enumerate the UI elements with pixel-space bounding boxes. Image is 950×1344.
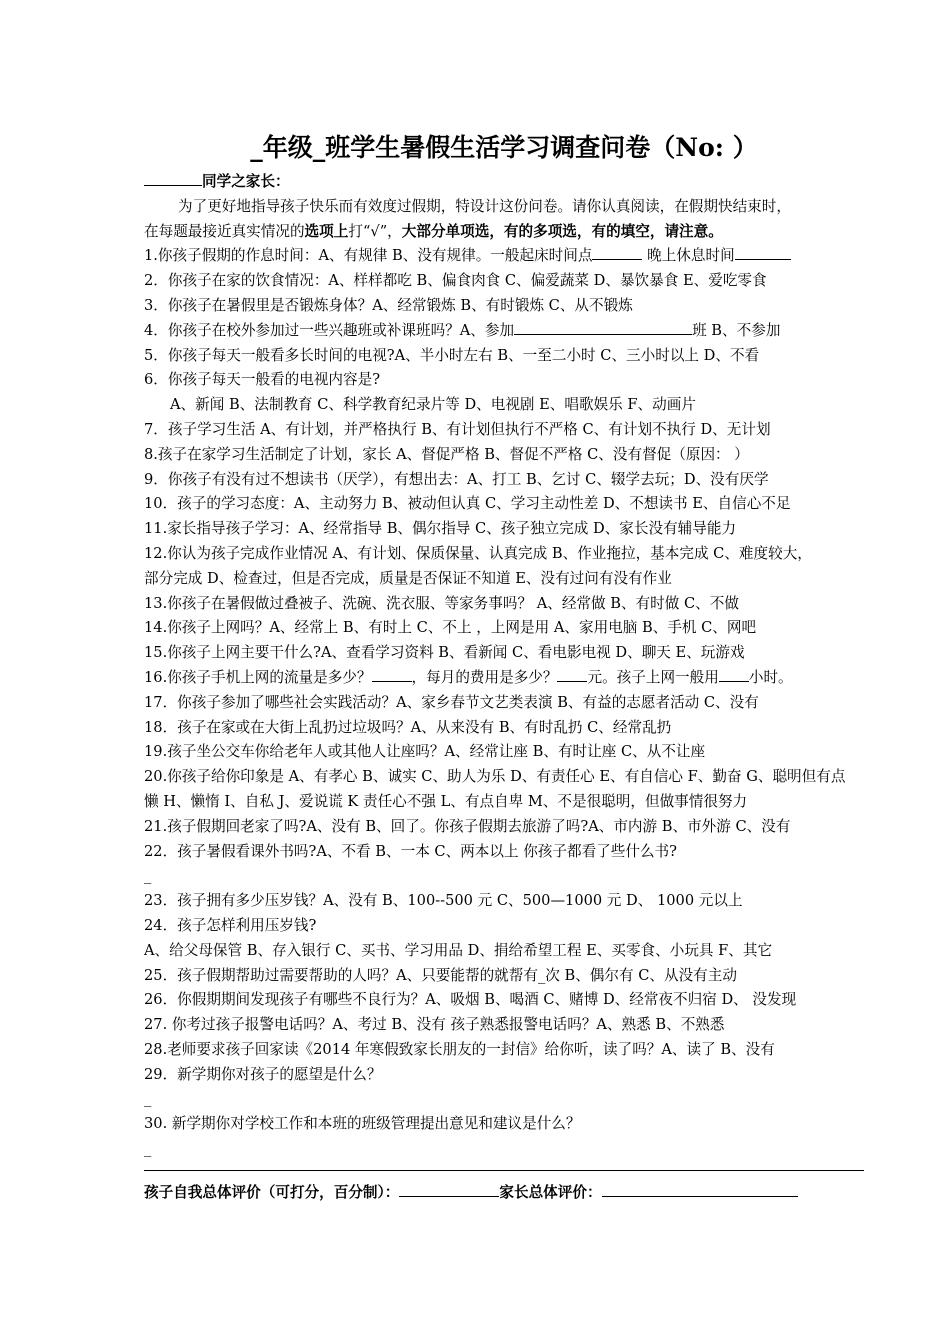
name-blank[interactable] bbox=[144, 170, 202, 186]
question-27: 27. 你考过孩子报警电话吗？A、考过 B、没有 孩子熟悉报警电话吗？A、熟悉 B、不熟悉 bbox=[144, 1016, 725, 1034]
question-30: 30. 新学期你对学校工作和本班的班级管理提出意见和建议是什么？ bbox=[144, 1115, 581, 1133]
question-26: 26．你假期期间发现孩子有哪些不良行为？A、吸烟 B、喝酒 C、赌博 D、经常夜不归宿 D、 没发现 bbox=[144, 991, 797, 1009]
question-25: 25．孩子假期帮助过需要帮助的人吗？A、只要能帮的就帮有_次 B、偶尔有 C、从没有主动 bbox=[144, 966, 737, 984]
parent-eval-label: 家长总体评价： bbox=[499, 1183, 602, 1201]
self-eval-blank[interactable] bbox=[399, 1181, 499, 1197]
question-24-options: A、给父母保管 B、存入银行 C、买书、学习用品 D、捐给希望工程 E、买零食、小玩具 F、其它 bbox=[144, 941, 773, 959]
question-30-answer[interactable]: _ bbox=[144, 1140, 152, 1158]
intro-line-2: 在每题最接近真实情况的选项上打“√”，大部分单项选，有的多项选，有的填空，请注意。 bbox=[144, 222, 723, 240]
footer-divider bbox=[144, 1170, 864, 1171]
class-blank[interactable] bbox=[514, 319, 692, 335]
question-20: 20.你孩子给你印象是 A、有孝心 B、诚实 C、助人为乐 D、有责任心 E、有自信心 F、勤奋 G、聪明但有点 bbox=[144, 768, 846, 786]
question-17: 17．你孩子参加了哪些社会实践活动？A、家乡春节文艺类表演 B、有益的志愿者活动 C、没有 bbox=[144, 693, 759, 711]
question-12: 12.你认为孩子完成作业情况 A、有计划、保质保量、认真完成 B、作业拖拉，基本完成 C、难度较大， bbox=[144, 544, 812, 562]
question-9: 9．你孩子有没有过不想读书（厌学），有想出去：A、打工 B、乞讨 C、辍学去玩；D、没有厌学 bbox=[144, 470, 769, 488]
question-29: 29．新学期你对孩子的愿望是什么？ bbox=[144, 1065, 382, 1083]
self-eval-label: 孩子自我总体评价（可打分，百分制）： bbox=[144, 1183, 400, 1201]
question-12-cont: 部分完成 D、检查过，但是否完成，质量是否保证不知道 E、没有过问有没有作业 bbox=[144, 569, 672, 587]
parent-eval-blank[interactable] bbox=[602, 1181, 798, 1197]
question-6: 6．你孩子每天一般看的电视内容是? bbox=[144, 371, 381, 389]
question-23: 23．孩子拥有多少压岁钱？A、没有 B、100--500 元 C、500—1000 元 D、 1000 元以上 bbox=[144, 892, 743, 910]
question-29-answer[interactable]: _ bbox=[144, 1090, 152, 1108]
question-28: 28.老师要求孩子回家读《2014 年寒假致家长朋友的一封信》给你听，读了吗？A、读了 B、没有 bbox=[144, 1040, 775, 1058]
question-22: 22．孩子暑假看课外书吗?A、不看 B、一本 C、两本以上 你孩子都看了些什么书? bbox=[144, 842, 677, 860]
question-5: 5．你孩子每天一般看多长时间的电视?A、半小时左右 B、一至二小时 C、三小时以上 D、不看 bbox=[144, 346, 760, 364]
question-20-cont: 懒 H、懒惰 I、自私 J、爱说谎 K 责任心不强 L、有点自卑 M、不是很聪明，但做事情很努力 bbox=[144, 792, 748, 810]
question-14: 14.你孩子上网吗？A、经常上 B、有时上 C、不上 ，上网是用 A、家用电脑 B、手机 C、网吧 bbox=[144, 619, 757, 637]
question-16: 16.你孩子手机上网的流量是多少？ ，每月的费用是多少？ 元。孩子上网一般用 小时。 bbox=[144, 666, 864, 691]
question-3: 3．你孩子在暑假里是否锻炼身体？A、经常锻炼 B、有时锻炼 C、从不锻炼 bbox=[144, 296, 633, 314]
question-21: 21.孩子假期回老家了吗?A、没有 B、回了。你孩子假期去旅游了吗?A、市内游 B、市外游 C、没有 bbox=[144, 817, 791, 835]
question-1: 1.你孩子假期的作息时间：A、有规律 B、没有规律。一般起床时间点 晚上休息时间 bbox=[144, 244, 864, 269]
fee-blank[interactable] bbox=[557, 666, 587, 682]
question-18: 18．孩子在家或在大街上乱扔过垃圾吗？A、从来没有 B、有时乱扔 C、经常乱扔 bbox=[144, 718, 672, 736]
greeting: 同学之家长： bbox=[144, 170, 864, 195]
page-title: _年级_班学生暑假生活学习调查问卷（No: ） bbox=[250, 133, 758, 162]
evaluation-footer bbox=[144, 1181, 864, 1202]
data-usage-blank[interactable] bbox=[372, 666, 412, 682]
question-19: 19.孩子坐公交车你给老年人或其他人让座吗？A、经常让座 B、有时让座 C、从不让座 bbox=[144, 743, 706, 761]
hours-blank[interactable] bbox=[719, 666, 749, 682]
question-6-options: A、新闻 B、法制教育 C、科学教育纪录片等 D、电视剧 E、唱歌娱乐 F、动画片 bbox=[170, 396, 696, 414]
question-2: 2．你孩子在家的饮食情况：A、样样都吃 B、偏食肉食 C、偏爱蔬菜 D、暴饮暴食 E、爱吃零食 bbox=[144, 272, 767, 290]
question-8: 8.孩子在家学习生活制定了计划，家长 A、督促严格 B、督促不严格 C、没有督促（原因： ） bbox=[144, 445, 749, 463]
question-24: 24．孩子怎样利用压岁钱? bbox=[144, 916, 317, 934]
question-4: 4．你孩子在校外参加过一些兴趣班或补课班吗？A、参加 班 B、不参加 bbox=[144, 319, 864, 344]
question-11: 11.家长指导孩子学习：A、经常指导 B、偶尔指导 C、孩子独立完成 D、家长没有辅导能力 bbox=[144, 520, 737, 538]
question-7: 7．孩子学习生活 A、有计划，并严格执行 B、有计划但执行不严格 C、有计划不执行 D、无计划 bbox=[144, 420, 771, 438]
intro-line-1: 为了更好地指导孩子快乐而有效度过假期，特设计这份问卷。请你认真阅读，在假期快结束时， bbox=[178, 197, 791, 215]
question-13: 13.你孩子在暑假做过叠被子、洗碗、洗衣服、等家务事吗？ A、经常做 B、有时做 C、不做 bbox=[144, 594, 739, 612]
questionnaire-page bbox=[144, 128, 864, 1202]
wake-time-blank[interactable] bbox=[592, 244, 642, 260]
question-22-answer[interactable]: _ bbox=[144, 867, 152, 885]
question-15: 15.你孩子上网主要干什么?A、查看学习资料 B、看新闻 C、看电影电视 D、聊天 E、玩游戏 bbox=[144, 644, 745, 662]
question-10: 10．孩子的学习态度：A、主动努力 B、被动但认真 C、学习主动性差 D、不想读书 E、自信心不足 bbox=[144, 495, 791, 513]
sleep-time-blank[interactable] bbox=[735, 244, 791, 260]
